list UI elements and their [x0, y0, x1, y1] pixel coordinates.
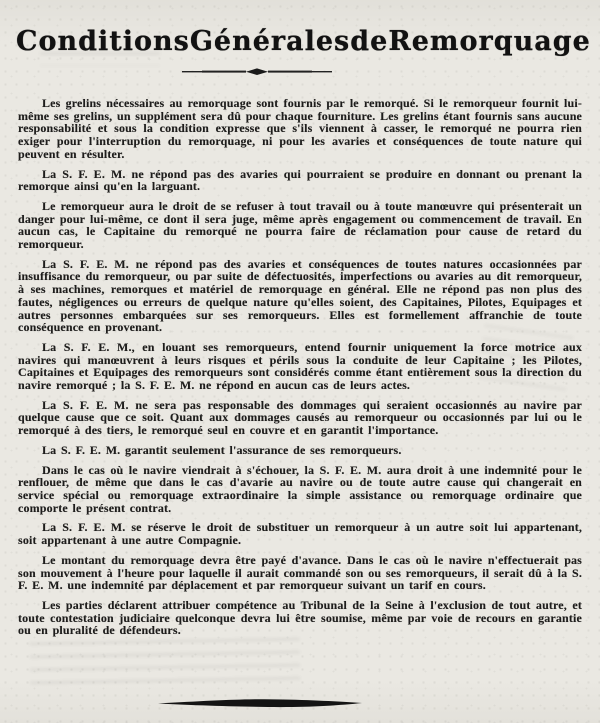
spindle-rule-icon [158, 697, 362, 709]
paragraph-droit-refus: Le remorqueur aura le droit de se refuser à tout travail ou à toute manœuvre qui présenterait un danger pour lui-même, ce dont il sera juge, même après engagement ou commencement de travail. En aucun cas, le Capitaine du remorqué ne pourra faire de réclamation pour cause de retard du remorqueur. [18, 198, 582, 252]
paragraph-substitution: La S. F. E. M. se réserve le droit de substituer un remorqueur à un autre soit lui appartenant, soit appartenant à une autre Compagnie. [18, 520, 582, 548]
paragraph-non-responsabilite: La S. F. E. M. ne répond pas des avaries et conséquences de toutes natures occasionnées par insuffisance du remorqueur, ou par suite de défectuosités, imperfections ou avaries au dit remorqueur, à ses machines, remorques et matériel de remorquage en général. Elle ne répond pas non plus des fautes, négligences ou erreurs de quelque nature qu'elles soient, des Capitaines, Pilotes, Equipages et autres personnes embarquées sur ses remorqueurs. Elles est formellement affranchie de toute conséquence en provenant. [18, 256, 582, 335]
document-body [18, 97, 582, 637]
paragraph-assurance: La S. F. E. M. garantit seulement l'assurance de ses remorqueurs. [42, 442, 402, 457]
paragraph-grelins: Les grelins nécessaires au remorquage sont fournis par le remorqué. Si le remorqueur fournit lui-même ses grelins, un supplément sera dû pour chaque fourniture. Les grelins étant fournis sans aucune responsabilité et sous la condition expresse que s'ils viennent à casser, le remorqué ne pourra rien exiger pour l'interruption du remorquage, ni pour les avaries et conséquences de toute nature qui peuvent en résulter. [18, 96, 582, 161]
paragraph-tribunal: Les parties déclarent attribuer compétence au Tribunal de la Seine à l'exclusion de tout autre, et toute contestation judiciaire quelconque devra lui être soumise, même par voie de recours en garantie ou en pluralité de défendeurs. [18, 597, 582, 638]
title-word: de [350, 26, 389, 57]
title-word: Conditions [16, 26, 190, 57]
paragraph-echouage: Dans le cas où le navire viendrait à s'échouer, la S. F. E. M. aura droit à une indemnité pour le renflouer, de même que dans le cas d'avarie au navire ou de toute autre cause qui changerait en service spécial ou remorquage extraordinaire la simple assistance ou remorquage ordinaire que comporte le présent contrat. [18, 462, 582, 515]
paragraph-force-motrice: La S. F. E. M., en louant ses remorqueurs, entend fournir uniquement la force motrice aux navires qui manœuvrent à leurs risques et périls sous la conduite de leur Capitaine ; les Pilotes, Capitaines et Equipages des remorqueurs sont considérés comme étant entièrement sous la direction du navire remorqué ; la S. F. E. M. ne répond en aucun cas de leurs actes. [18, 339, 582, 393]
paragraph-dommages: La S. F. E. M. ne sera pas responsable des dommages qui seraient occasionnés au navire par quelque cause que ce soit. Quant aux dommages causés au remorqueur ou occasionnés par lui ou le remorqué à des tiers, le remorqué seul en couvre et en garantit l'importance. [18, 397, 582, 438]
title-word: Générales [189, 26, 351, 57]
bleed-through-smudge [30, 638, 301, 693]
title-word: Remorquage [388, 26, 591, 57]
paragraph-avaries-remorque: La S. F. E. M. ne répond pas des avaries qui pourraient se produire en donnant ou prenant la remorque ainsi qu'en la larguant. [18, 166, 582, 194]
page-title [16, 26, 591, 57]
paragraph-paiement: Le montant du remorquage devra être payé d'avance. Dans le cas où le navire n'effectuerait pas son mouvement à l'heure pour laquelle il aurait commandé son ou ses remorqueurs, il serait dû à la S. F. E. M. une indemnité par déplacement et par remorqueur suivant un tarif en cours. [18, 552, 582, 593]
diamond-rule-icon [182, 67, 332, 76]
